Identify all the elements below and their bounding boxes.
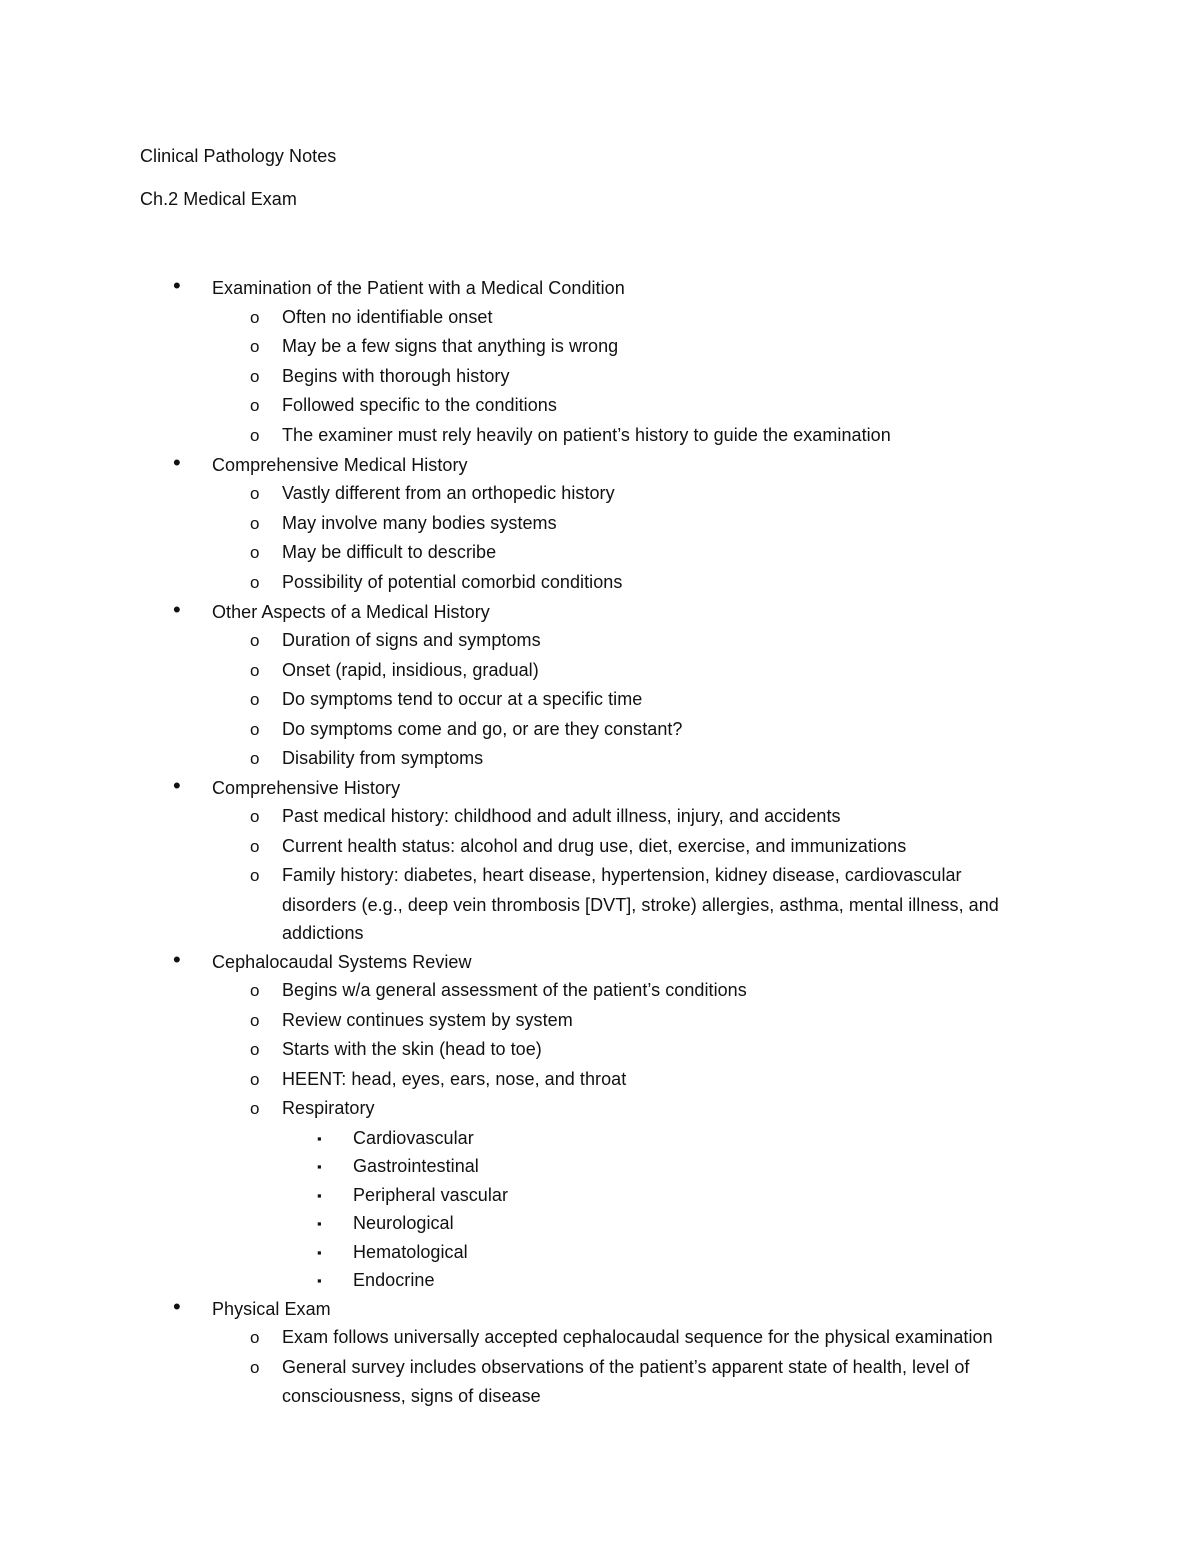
list-bullet: o — [250, 1011, 260, 1030]
list-bullet: o — [250, 543, 260, 562]
list-item: May be difficult to describe — [282, 542, 497, 562]
list-item: Past medical history: childhood and adult illness, injury, and accidents — [282, 806, 841, 826]
list-item: Disability from symptoms — [282, 748, 484, 768]
list-item: Do symptoms tend to occur at a specific time — [282, 689, 643, 709]
list-bullet: ▪ — [317, 1245, 322, 1260]
list-bullet: o — [250, 426, 260, 445]
section-heading: Cephalocaudal Systems Review — [212, 952, 472, 972]
list-item: HEENT: head, eyes, ears, nose, and throat — [282, 1069, 627, 1089]
section-heading: Other Aspects of a Medical History — [212, 602, 490, 622]
list-bullet: • — [173, 773, 181, 798]
list-subitem: Endocrine — [353, 1270, 435, 1290]
list-bullet: o — [250, 866, 260, 885]
list-bullet: o — [250, 1040, 260, 1059]
list-bullet: o — [250, 720, 260, 739]
list-subitem: Neurological — [353, 1213, 454, 1233]
list-item: Respiratory — [282, 1098, 375, 1118]
section-heading: Comprehensive Medical History — [212, 455, 468, 475]
list-bullet: o — [250, 484, 260, 503]
list-item: The examiner must rely heavily on patient’s history to guide the examination — [282, 425, 891, 445]
list-item: May involve many bodies systems — [282, 513, 557, 533]
list-item: General survey includes observations of the patient’s apparent state of health, level of — [282, 1357, 970, 1377]
document-subtitle: Ch.2 Medical Exam — [140, 189, 297, 209]
list-bullet: ▪ — [317, 1273, 322, 1288]
section-heading: Comprehensive History — [212, 778, 401, 798]
list-item: Exam follows universally accepted cephalocaudal sequence for the physical examination — [282, 1327, 993, 1347]
list-item: Often no identifiable onset — [282, 307, 493, 327]
list-item-continuation: addictions — [282, 923, 364, 943]
list-bullet: o — [250, 396, 260, 415]
list-bullet: • — [173, 947, 181, 972]
list-item-continuation: consciousness, signs of disease — [282, 1386, 541, 1406]
list-bullet: o — [250, 690, 260, 709]
list-bullet: o — [250, 1070, 260, 1089]
list-item: Duration of signs and symptoms — [282, 630, 541, 650]
list-bullet: ▪ — [317, 1188, 322, 1203]
list-bullet: o — [250, 981, 260, 1000]
list-bullet: o — [250, 1328, 260, 1347]
list-bullet: • — [173, 1294, 181, 1319]
list-bullet: o — [250, 573, 260, 592]
list-item: Possibility of potential comorbid conditions — [282, 572, 623, 592]
list-item-continuation: disorders (e.g., deep vein thrombosis [DVT], stroke) allergies, asthma, mental illness, and — [282, 895, 999, 915]
list-item: Current health status: alcohol and drug use, diet, exercise, and immunizations — [282, 836, 907, 856]
list-item: Family history: diabetes, heart disease, hypertension, kidney disease, cardiovascular — [282, 865, 962, 885]
list-item: Starts with the skin (head to toe) — [282, 1039, 542, 1059]
list-item: Begins w/a general assessment of the patient’s conditions — [282, 980, 747, 1000]
list-item: Review continues system by system — [282, 1010, 573, 1030]
list-bullet: • — [173, 597, 181, 622]
list-bullet: o — [250, 308, 260, 327]
list-item: Onset (rapid, insidious, gradual) — [282, 660, 539, 680]
section-heading: Examination of the Patient with a Medical Condition — [212, 278, 625, 298]
list-bullet: o — [250, 837, 260, 856]
list-item: May be a few signs that anything is wrong — [282, 336, 619, 356]
list-subitem: Peripheral vascular — [353, 1185, 509, 1205]
list-subitem: Hematological — [353, 1242, 468, 1262]
list-subitem: Cardiovascular — [353, 1128, 474, 1148]
list-bullet: o — [250, 337, 260, 356]
list-bullet: o — [250, 367, 260, 386]
list-item: Do symptoms come and go, or are they constant? — [282, 719, 683, 739]
list-bullet: o — [250, 1358, 260, 1377]
list-bullet: o — [250, 749, 260, 768]
list-item: Vastly different from an orthopedic history — [282, 483, 615, 503]
list-item: Begins with thorough history — [282, 366, 510, 386]
list-bullet: ▪ — [317, 1159, 322, 1174]
list-bullet: o — [250, 514, 260, 533]
section-heading: Physical Exam — [212, 1299, 331, 1319]
list-bullet: o — [250, 631, 260, 650]
list-bullet: o — [250, 1099, 260, 1118]
document-title: Clinical Pathology Notes — [140, 146, 337, 166]
list-bullet: • — [173, 450, 181, 475]
list-bullet: o — [250, 661, 260, 680]
list-item: Followed specific to the conditions — [282, 395, 557, 415]
list-bullet: ▪ — [317, 1216, 322, 1231]
list-subitem: Gastrointestinal — [353, 1156, 479, 1176]
list-bullet: ▪ — [317, 1131, 322, 1146]
list-bullet: • — [173, 273, 181, 298]
list-bullet: o — [250, 807, 260, 826]
